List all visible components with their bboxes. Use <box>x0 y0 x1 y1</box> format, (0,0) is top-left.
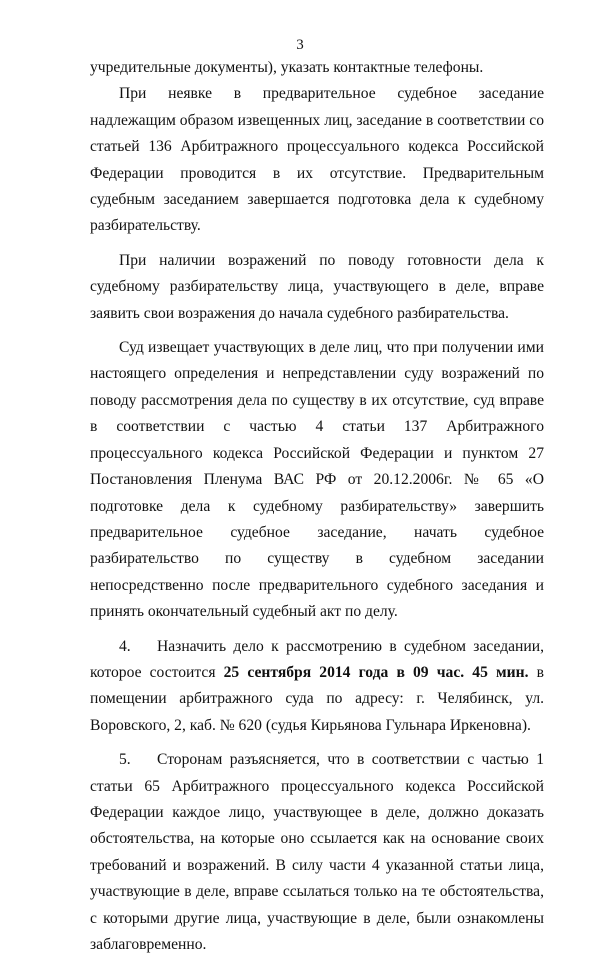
paragraph-absence-hearing: При неявке в предварительное судебное заседание надлежащим образом извещенных лиц, заседание в соответствии со статьей 136 Арбитражного процессуального кодекса Российской Федерации проводится в их отсутствие. Предварительным судебным заседанием завершается подготовка дела к судебному разбирательству. <box>90 85 544 235</box>
item-number-5: 5. <box>119 751 131 769</box>
paragraph-item-4 <box>90 634 544 740</box>
paragraph-objections: При наличии возражений по поводу готовности дела к судебному разбирательству лица, участвующего в деле, вправе заявить свои возражения до начала судебного разбирательства. <box>90 251 544 322</box>
item-number-4: 4. <box>119 637 131 655</box>
item-5-text: Сторонам разъясняется, что в соответствии с частью 1 статьи 65 Арбитражного процессуального кодекса Российской Федерации каждое лицо, участвующее в деле, должно доказать обстоятельства, на которые оно ссылается как на основание своих требований и возражений. В силу части 4 указанной статьи лица, участвующие в деле, вправе ссылаться только на те обстоятельства, с которыми другие лица, участвующие в деле, были ознакомлены заблаговременно. <box>90 751 544 953</box>
paragraph-court-notice: Суд извещает участвующих в деле лиц, что при получении ими настоящего определения и непредставлении суду возражений по поводу рассмотрения дела по существу в их отсутствие, суд вправе в соответствии с частью 4 статьи 137 Арбитражного процессуального кодекса Российской Федерации и пунктом 27 Постановления Пленума ВАС РФ от 20.12.2006г. № 65 «О подготовке дела к судебному разбирательству» завершить предварительное судебное заседание, начать судебное разбирательство по существу в судебном заседании непосредственно после предварительного судебного заседания и принять окончательный судебный акт по делу. <box>90 339 544 621</box>
item-4-text-before: Назначить дело к рассмотрению в судебном заседании, которое состоится <box>90 637 544 681</box>
hearing-date: 25 сентября 2014 года в 09 час. 45 мин. <box>223 663 529 681</box>
paragraph-continuation: учредительные документы), указать контактные телефоны. <box>90 59 484 76</box>
item-4-text-after: в помещении арбитражного суда по адресу: г. Челябинск, ул. Воровского, 2, каб. № 620 (судья Кирьянова Гульнара Иркеновна). <box>90 663 544 734</box>
document-body <box>90 55 544 958</box>
paragraph-item-5 <box>90 747 544 958</box>
page-number: 3 <box>296 37 304 53</box>
